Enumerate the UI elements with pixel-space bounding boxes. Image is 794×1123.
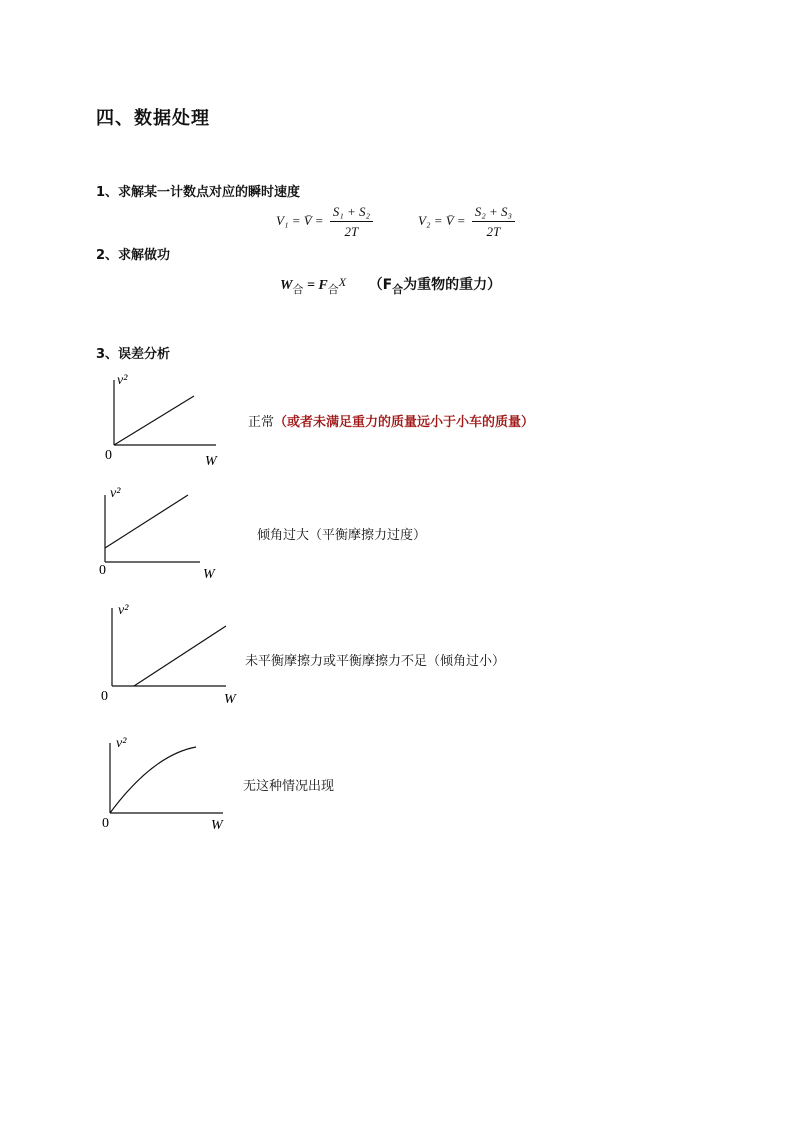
force-symbol: = F (303, 278, 328, 293)
graph-normal-svg (98, 372, 228, 467)
origin-label: 0 (99, 563, 106, 578)
formula2-numerator: S₂ + S₃ (472, 204, 515, 222)
formula2-fraction (472, 204, 515, 240)
graph-under-balanced (98, 600, 248, 710)
formula1-fraction (330, 204, 373, 240)
data-curve (110, 747, 196, 813)
graph-over-tilted (90, 485, 220, 580)
note-open: （F (368, 277, 393, 293)
velocity-formula-2 (418, 204, 518, 240)
x-axis-label: W (224, 692, 236, 707)
formula1-lhs: V₁ = V̄ = (276, 212, 324, 228)
origin-label: 0 (101, 689, 108, 704)
case-curve-desc: 无这种情况出现 (243, 779, 335, 794)
note-rest: 为重物的重力） (403, 277, 502, 293)
data-line (114, 396, 194, 445)
graph-under-balanced-svg (98, 600, 248, 710)
graph-curve-svg (98, 735, 238, 835)
distance-symbol: X (338, 275, 347, 289)
note-subscript: 合 (392, 282, 404, 296)
step3-heading: 3、误差分析 (96, 347, 171, 362)
case-normal-desc (248, 411, 534, 430)
work-formula (280, 274, 501, 297)
work-subscript: 合 (292, 282, 304, 296)
formula1-numerator: S₁ + S₂ (330, 204, 373, 222)
y-axis-label: v² (110, 486, 121, 501)
formula1-denominator: 2T (344, 224, 359, 239)
work-symbol: W (280, 278, 293, 293)
case-normal-text: 正常 (248, 415, 275, 430)
case-over-tilted-desc: 倾角过大（平衡摩擦力过度） (257, 528, 427, 543)
graph-normal (98, 372, 228, 467)
step2-heading: 2、求解做功 (96, 248, 171, 263)
graph-over-tilted-svg (90, 485, 220, 580)
data-line (134, 626, 226, 686)
formula2-lhs: V₂ = V̄ = (418, 212, 466, 228)
origin-label: 0 (105, 448, 112, 463)
y-axis-label: v² (116, 736, 127, 751)
x-axis-label: W (205, 454, 217, 469)
origin-label: 0 (102, 816, 109, 831)
case-normal-emphasis: （或者未满足重力的质量远小于小车的质量） (274, 415, 535, 430)
force-subscript: 合 (327, 282, 339, 296)
velocity-formula-1 (276, 204, 376, 240)
x-axis-label: W (211, 818, 223, 833)
y-axis-label: v² (118, 603, 129, 618)
x-axis-label: W (203, 567, 215, 582)
graph-curve (98, 735, 238, 835)
section-title: 四、数据处理 (96, 108, 210, 129)
step1-heading: 1、求解某一计数点对应的瞬时速度 (96, 185, 301, 200)
y-axis-label: v² (117, 373, 128, 388)
data-line (105, 495, 188, 548)
force-note (368, 277, 502, 296)
case-under-balanced-desc: 未平衡摩擦力或平衡摩擦力不足（倾角过小） (245, 654, 506, 669)
formula2-denominator: 2T (486, 224, 501, 239)
